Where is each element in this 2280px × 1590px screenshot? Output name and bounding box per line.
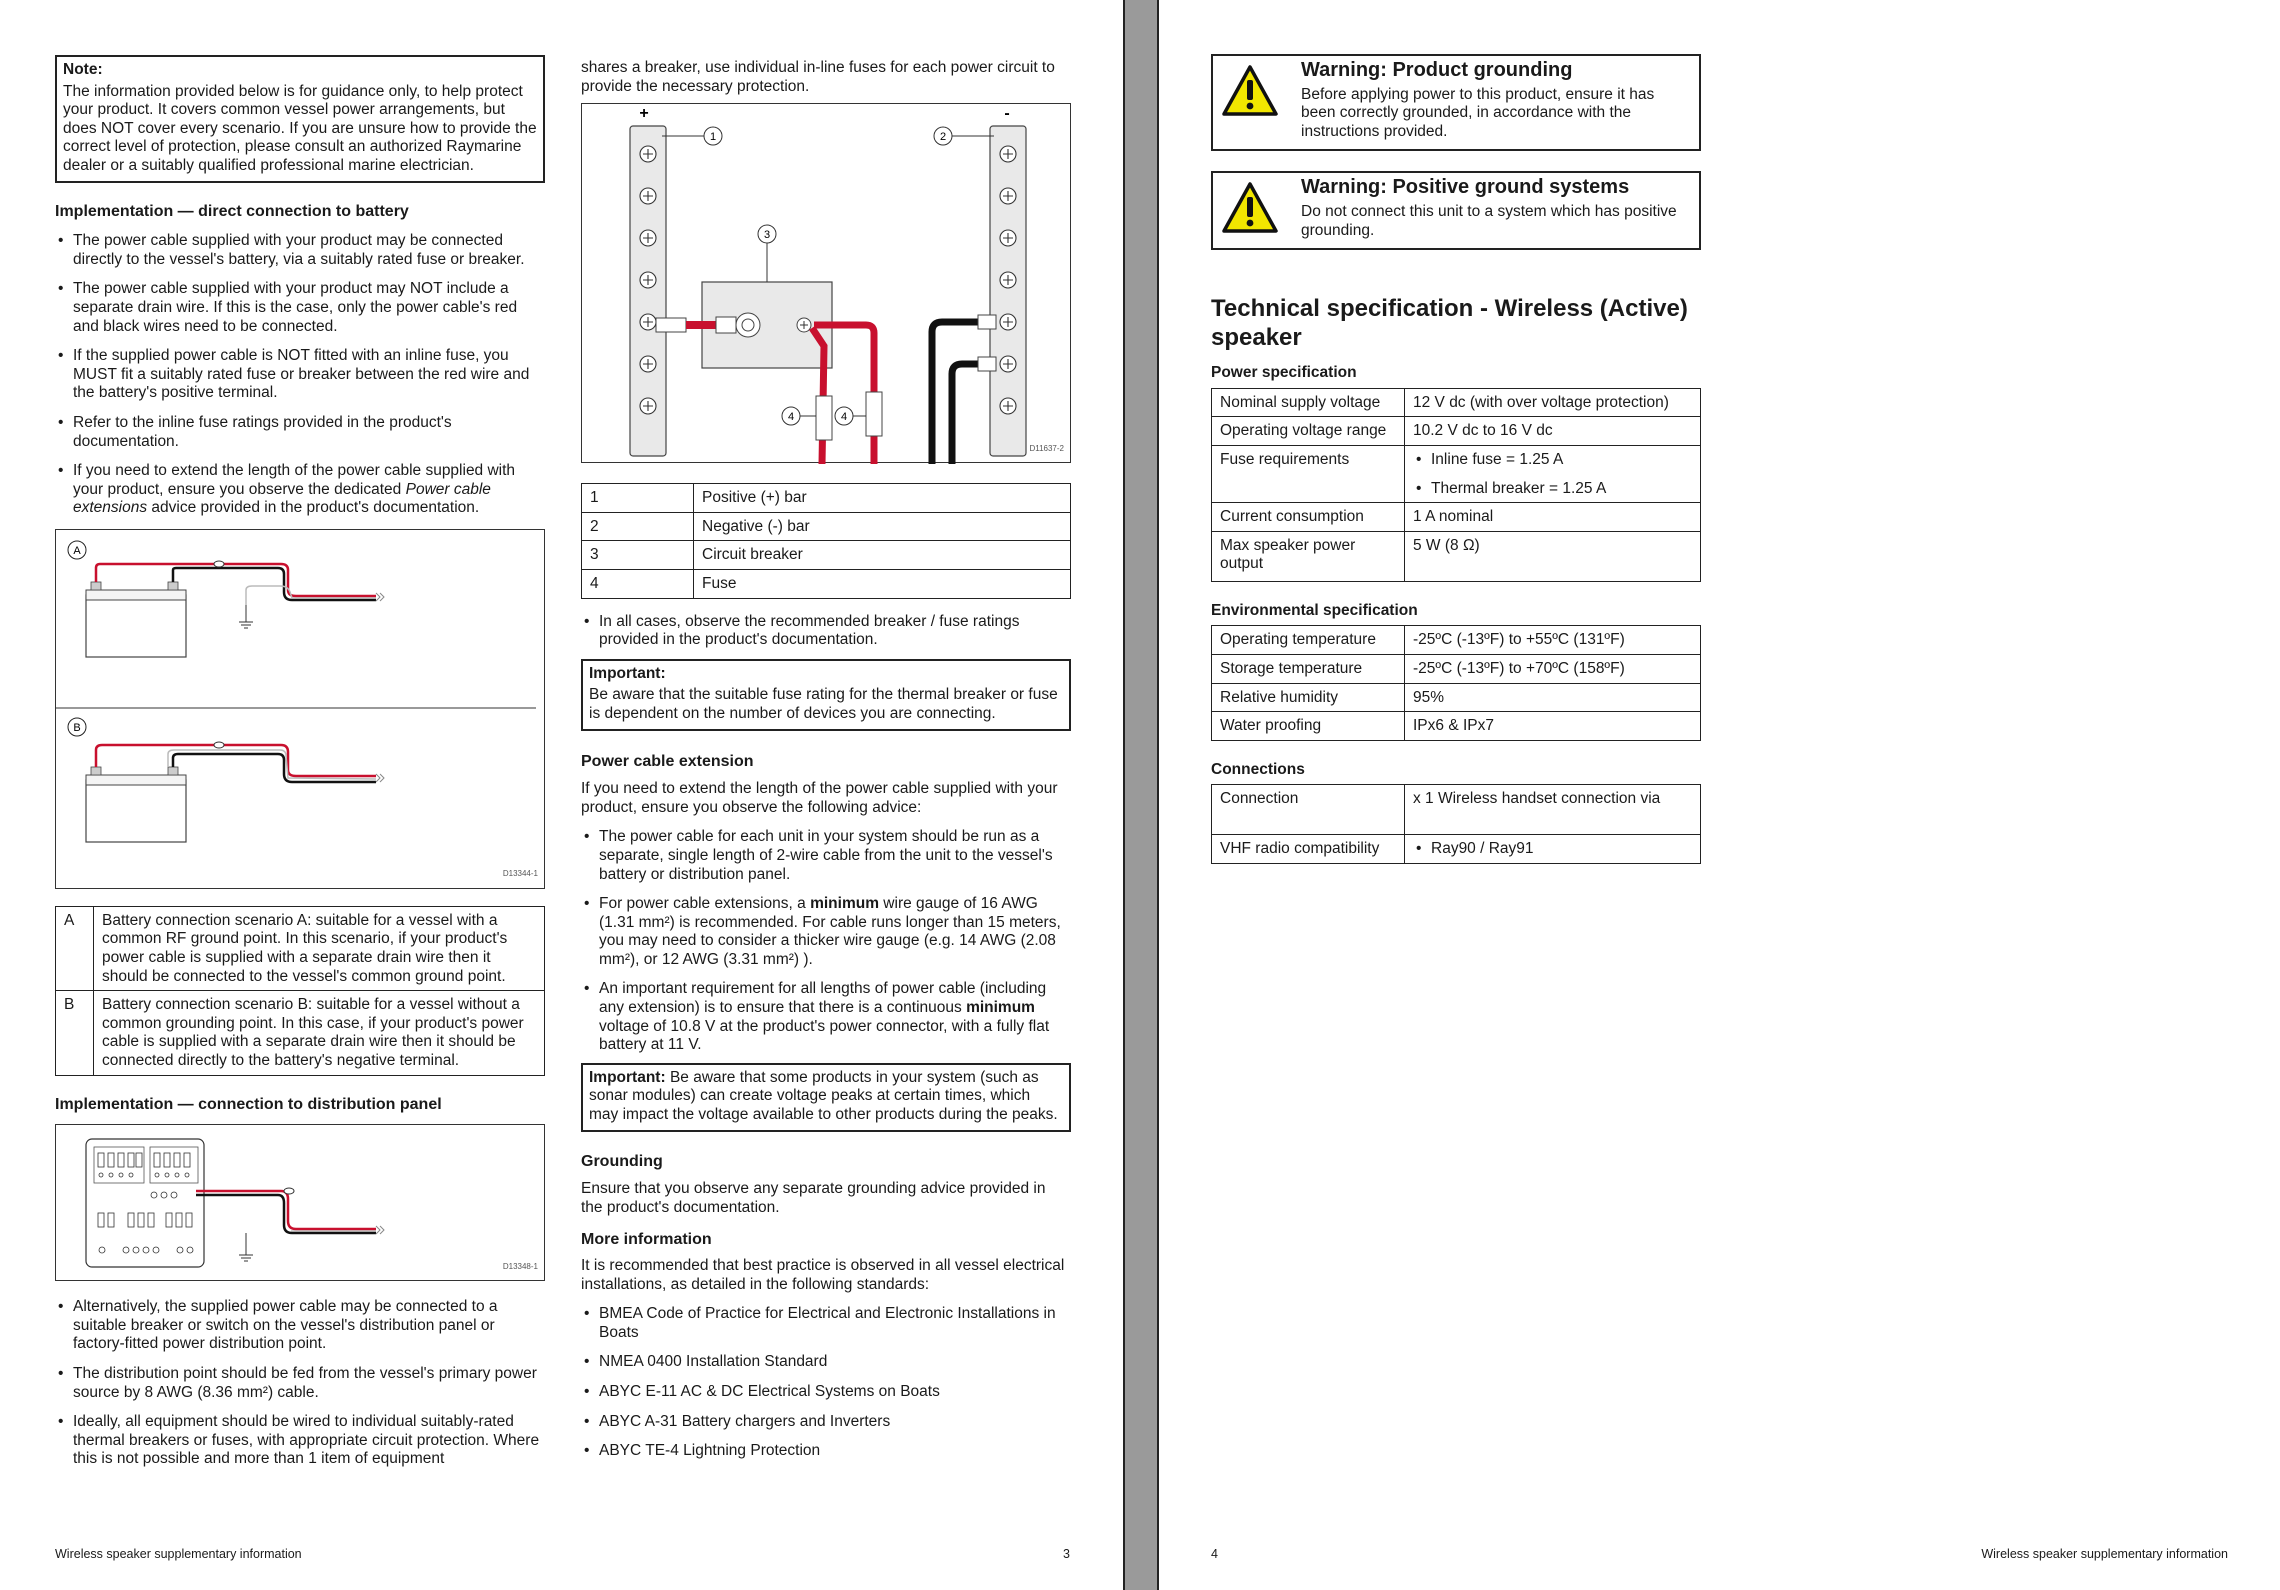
battery-scenario-illustration (56, 530, 546, 890)
extend-bullet-text: If you need to extend the length of the power cable supplied with your product, ensure you observe the dedicated (73, 462, 516, 498)
table-cell-key: 4 (582, 569, 694, 598)
spec-key: Current consumption (1212, 503, 1405, 532)
bullet-text: An important requirement for all lengths of power cable (including any extension) is to ensure that there is a continuous (599, 980, 1047, 1017)
scenario-b-label: B (73, 721, 81, 734)
bullet-text: wire gauge of 16 AWG (1.31 mm²) is recommended. For cable runs longer than 15 meters, you may need to consider a thicker wire gauge (e.g. 14 AWG (2.08 mm²), or 12 AWG (3.31 mm²) ). (599, 895, 1061, 968)
spec-value: -25ºC (-13ºF) to +55ºC (131ºF) (1405, 626, 1701, 655)
spec-value: 5 W (8 Ω) (1405, 531, 1701, 581)
spec-key: Max speaker power output (1212, 531, 1405, 581)
table-cell-text: Battery connection scenario B: suitable for a vessel without a common grounding point. In this case, if your product's power cable is supplied with a separate drain wire then it should be connected directly to the battery's negative terminal. (94, 991, 545, 1075)
standard-item: • BMEA Code of Practice for Electrical and Electronic Installations in Boats (581, 1305, 1071, 1342)
scenario-table (55, 906, 545, 1076)
spec-key: Storage temperature (1212, 654, 1405, 683)
panel-bullet: • Alternatively, the supplied power cable may be connected to a suitable breaker or switch on the vessel's distribution panel or factory-fitted power distribution point. (55, 1298, 545, 1354)
figure-id: D13348-1 (502, 1261, 538, 1271)
warning-text: Do not connect this unit to a system which has positive grounding. (1301, 202, 1677, 239)
spec-key: Connection (1212, 785, 1405, 835)
spec-value: x 1 Wireless handset connection via (1405, 785, 1701, 835)
spec-value: 10.2 V dc to 16 V dc (1405, 417, 1701, 446)
extension-intro: If you need to extend the length of the power cable supplied with your product, ensure you observe the following advice: (581, 780, 1058, 816)
spec-value: 95% (1405, 683, 1701, 712)
page-number: 3 (1063, 1547, 1070, 1562)
spec-bullet: • Ray90 / Ray91 (1413, 840, 1692, 859)
extension-bullet (581, 895, 1071, 969)
warning-title: Warning: Product grounding (1301, 59, 1573, 81)
important-text (589, 1069, 1063, 1125)
warning-title: Warning: Positive ground systems (1301, 176, 1630, 199)
bullet-strong: minimum (966, 999, 1035, 1017)
standard-item: • ABYC E-11 AC & DC Electrical Systems on Boats (581, 1383, 1071, 1402)
scenario-a-label: A (73, 544, 81, 557)
table-row (56, 906, 545, 990)
spec-value (1405, 835, 1701, 864)
more-information-heading: More information (581, 1231, 712, 1249)
more-information-text: It is recommended that best practice is observed in all vessel electrical installations, as detailed in the following standards: (581, 1257, 1065, 1293)
panel-bullet: • Ideally, all equipment should be wired to individual suitably-rated thermal breakers or fuses, with appropriate circuit protection. Where this is not possible and more than 1 item of equipment (55, 1413, 545, 1469)
spec-key: Water proofing (1212, 712, 1405, 741)
standard-item: • ABYC TE-4 Lightning Protection (581, 1442, 1071, 1461)
bullet-strong: minimum (810, 895, 879, 913)
important-title: Important: (589, 664, 666, 682)
important-title: Important: (589, 1068, 666, 1086)
extend-bullet-link-text: Power cable extensions (73, 480, 491, 517)
table-cell-key: 2 (582, 512, 694, 541)
panel-bullet: • The distribution point should be fed from the vessel's primary power source by 8 AWG (8.36 mm²) cable. (55, 1365, 545, 1402)
grounding-heading: Grounding (581, 1152, 663, 1170)
spec-title: Technical specification - Wireless (Active) speaker (1211, 295, 1688, 352)
breaker-wiring-illustration (582, 104, 1072, 464)
table-row (582, 484, 1071, 513)
spec-key: VHF radio compatibility (1212, 835, 1405, 864)
table-row (1212, 712, 1701, 741)
table-row (1212, 654, 1701, 683)
table-row (1212, 388, 1701, 417)
warning-product-grounding (1211, 54, 1701, 151)
note-title: Note: (63, 61, 103, 78)
table-row (1212, 445, 1701, 502)
page-number: 4 (1211, 1547, 1218, 1562)
extend-bullet (55, 462, 545, 518)
spec-key: Nominal supply voltage (1212, 388, 1405, 417)
table-cell-key: 3 (582, 541, 694, 570)
important-text: Be aware that the suitable fuse rating for the thermal breaker or fuse is dependent on the number of devices you are connecting. (589, 686, 1058, 722)
table-cell-text: Positive (+) bar (694, 484, 1071, 513)
battery-scenario-figure (55, 529, 545, 889)
table-row (1212, 835, 1701, 864)
spec-key: Fuse requirements (1212, 445, 1405, 502)
impl-direct-heading: Implementation — direct connection to battery (55, 202, 409, 220)
bullet-text: For power cable extensions, a (599, 895, 811, 913)
table-cell-text: Fuse (694, 569, 1071, 598)
spec-value: 12 V dc (with over voltage protection) (1405, 388, 1701, 417)
table-row (1212, 417, 1701, 446)
standard-item: • NMEA 0400 Installation Standard (581, 1353, 1071, 1372)
table-cell-key: B (56, 991, 94, 1075)
distribution-panel-illustration (56, 1125, 546, 1282)
spec-bullet: • Inline fuse = 1.25 A (1413, 451, 1692, 470)
table-cell-text: Negative (-) bar (694, 512, 1071, 541)
table-row (1212, 626, 1701, 655)
spec-key: Relative humidity (1212, 683, 1405, 712)
page-3 (0, 0, 1125, 1590)
distribution-panel-figure (55, 1124, 545, 1281)
grounding-text: Ensure that you observe any separate grounding advice provided in the product's documentation. (581, 1180, 1046, 1216)
important-box-2 (581, 1063, 1071, 1132)
callout-1: 1 (709, 131, 717, 144)
direct-bullet: • If the supplied power cable is NOT fitted with an inline fuse, you MUST fit a suitably rated fuse or breaker between the red wire and the battery's positive terminal. (55, 347, 545, 403)
extend-bullet-text: advice provided in the product's documentation. (147, 499, 480, 517)
warning-positive-ground (1211, 171, 1701, 250)
power-cable-extension-heading: Power cable extension (581, 752, 754, 770)
callout-4: 4 (840, 411, 848, 424)
warning-icon (1221, 181, 1279, 235)
environmental-spec-table (1211, 625, 1701, 740)
power-spec-table (1211, 388, 1701, 582)
page-footer-title: Wireless speaker supplementary information (1981, 1547, 2228, 1562)
table-row (1212, 503, 1701, 532)
spec-value (1405, 445, 1701, 502)
power-spec-heading: Power specification (1211, 364, 1357, 382)
table-cell-key: 1 (582, 484, 694, 513)
important-body: Be aware that some products in your system (such as sonar modules) can create voltage peaks at certain times, which may impact the voltage available to other products during the peaks. (589, 1068, 1058, 1124)
note-box (55, 55, 545, 183)
direct-bullet: • Refer to the inline fuse ratings provided in the product's documentation. (55, 414, 545, 451)
table-row (582, 541, 1071, 570)
continued-text: shares a breaker, use individual in-line fuses for each power circuit to provide the necessary protection. (581, 59, 1055, 95)
callout-3: 3 (763, 229, 771, 242)
table-cell-text: Battery connection scenario A: suitable for a vessel with a common RF ground point. In this scenario, if your product's power cable is supplied with a separate drain wire then it should be connected to the vessel's common ground point. (94, 906, 545, 990)
warning-text: Before applying power to this product, ensure it has been correctly grounded, in accordance with the instructions provided. (1301, 85, 1655, 140)
table-row (1212, 531, 1701, 581)
important-box-1 (581, 659, 1071, 731)
page-3-column-2 (581, 59, 1071, 1472)
impl-panel-heading: Implementation — connection to distribution panel (55, 1095, 442, 1113)
legend-table (581, 483, 1071, 598)
connections-table (1211, 784, 1701, 864)
table-row (582, 512, 1071, 541)
warning-icon (1221, 64, 1279, 118)
standard-item: • ABYC A-31 Battery chargers and Inverters (581, 1413, 1071, 1432)
table-row (582, 569, 1071, 598)
table-cell-text: Circuit breaker (694, 541, 1071, 570)
direct-bullet: • The power cable supplied with your product may be connected directly to the vessel's battery, via a suitably rated fuse or breaker. (55, 232, 545, 269)
direct-bullet: • The power cable supplied with your product may NOT include a separate drain wire. If this is the case, only the power cable's red and black wires need to be connected. (55, 280, 545, 336)
page-3-column-1 (55, 55, 545, 1480)
spec-value: 1 A nominal (1405, 503, 1701, 532)
page-footer-title: Wireless speaker supplementary information (55, 1547, 302, 1562)
callout-4: 4 (787, 411, 795, 424)
page-4 (1157, 0, 2280, 1590)
extension-bullet (581, 980, 1071, 1054)
spec-value: IPx6 & IPx7 (1405, 712, 1701, 741)
connections-heading: Connections (1211, 760, 1305, 778)
spec-bullet: • Thermal breaker = 1.25 A (1413, 480, 1692, 499)
bullet-text: voltage of 10.8 V at the product's power connector, with a fully flat battery at 11 V. (599, 1017, 1050, 1054)
note-text: The information provided below is for guidance only, to help protect your product. It covers common vessel power arrangements, but does NOT cover every scenario. If you are unsure how to provide the correct level of protection, please consult an authorized Raymarine dealer or a suitably qualified professional marine electrician. (63, 82, 537, 174)
table-row (1212, 683, 1701, 712)
breaker-wiring-figure (581, 103, 1071, 463)
spec-value: -25ºC (-13ºF) to +70ºC (158ºF) (1405, 654, 1701, 683)
figure-id: D13344-1 (502, 869, 538, 879)
table-row (56, 991, 545, 1075)
table-cell-key: A (56, 906, 94, 990)
table-row (1212, 785, 1701, 835)
environmental-spec-heading: Environmental specification (1211, 601, 1418, 619)
page-4-column-1 (1211, 54, 1701, 864)
figure-id: D11637-2 (1029, 443, 1064, 453)
all-cases-bullet: • In all cases, observe the recommended breaker / fuse ratings provided in the product's documentation. (581, 613, 1071, 650)
spec-key: Operating temperature (1212, 626, 1405, 655)
negative-sign: - (1004, 105, 1010, 123)
callout-2: 2 (939, 131, 947, 144)
spec-key: Operating voltage range (1212, 417, 1405, 446)
extension-bullet: • The power cable for each unit in your system should be run as a separate, single length of 2-wire cable from the unit to the vessel's battery or distribution panel. (581, 828, 1071, 884)
positive-sign: + (639, 105, 649, 123)
